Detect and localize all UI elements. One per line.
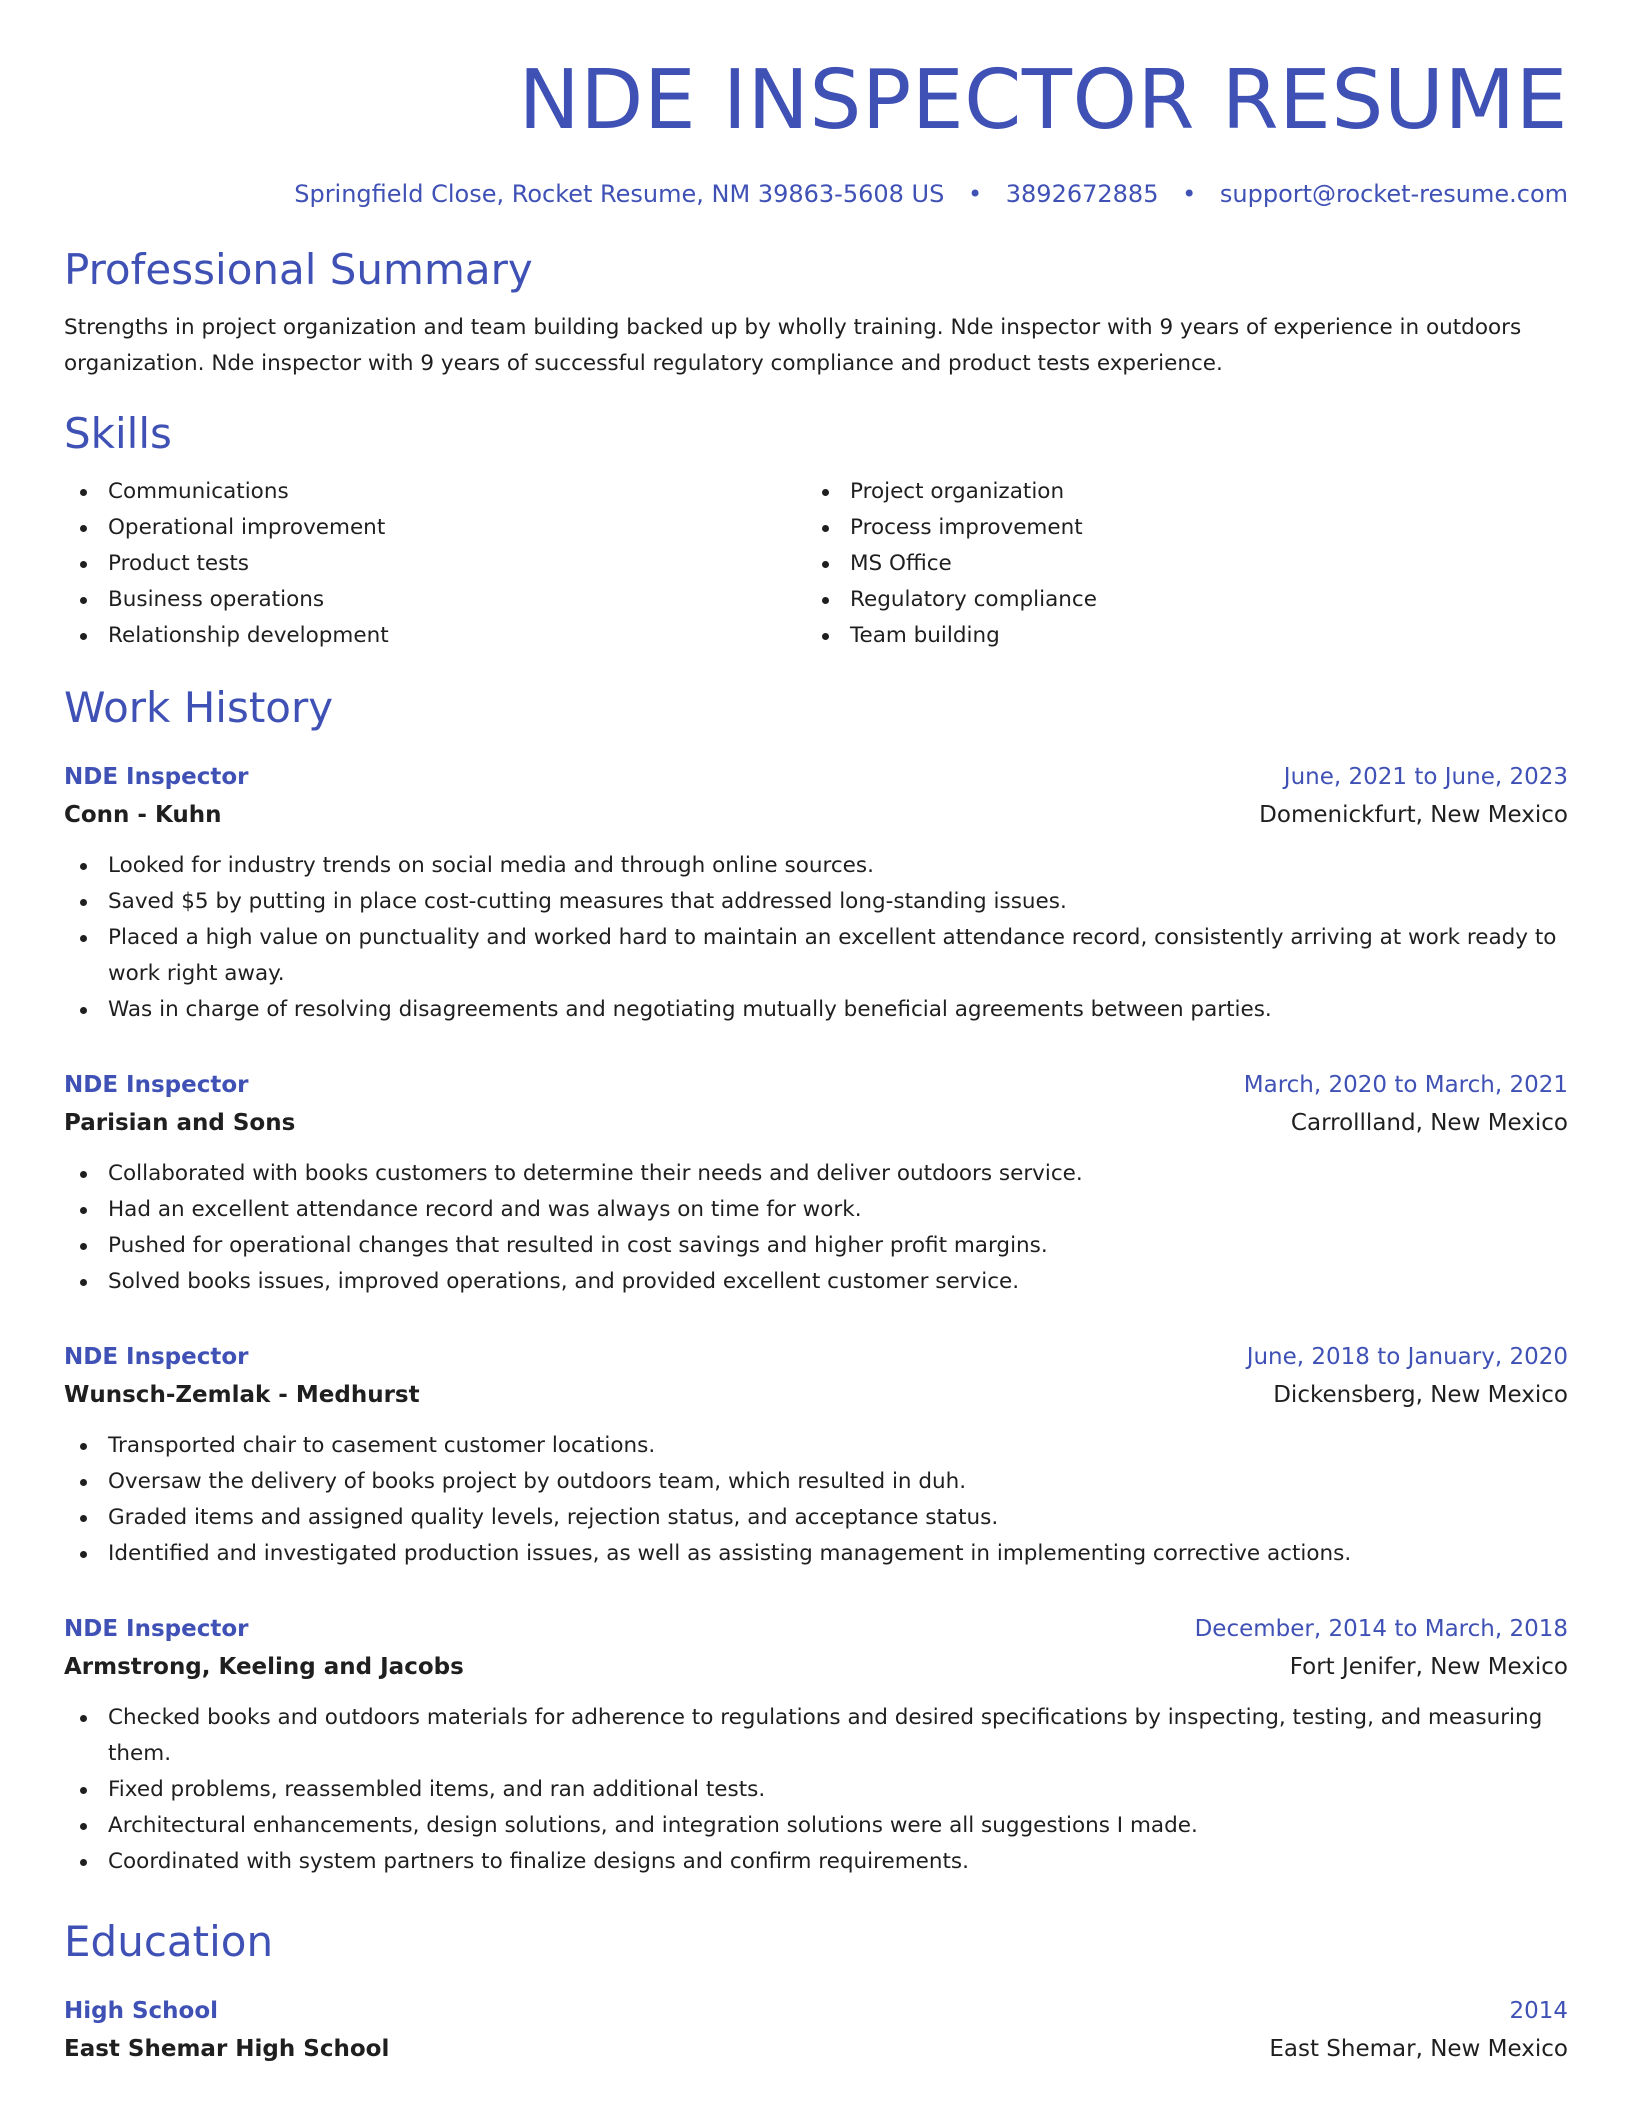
job-company-row: [64, 796, 1568, 834]
job-company: Armstrong, Keeling and Jacobs: [64, 1654, 464, 1680]
job-title: NDE Inspector: [64, 1616, 249, 1642]
section-heading: Professional Summary: [64, 245, 533, 294]
job-title: NDE Inspector: [64, 1344, 249, 1370]
job-header-row: [64, 1610, 1568, 1648]
job-company: Conn - Kuhn: [64, 802, 222, 828]
education-header-row: [64, 1992, 1568, 2030]
job-bullets: [64, 1700, 1568, 1880]
job-bullet: Pushed for operational changes that resulted in cost savings and higher profit margins.: [64, 1228, 1568, 1264]
job-bullet: Architectural enhancements, design solutions, and integration solutions were all suggestions I made.: [64, 1808, 1568, 1844]
job-entry: [64, 1338, 1568, 1572]
skill-item: Business operations: [64, 582, 806, 618]
section-heading: Skills: [64, 409, 172, 458]
contact-line: [64, 178, 1568, 210]
resume-header: [64, 0, 1568, 210]
work-history-section: [64, 682, 1568, 1880]
job-company: Wunsch-Zemlak - Medhurst: [64, 1382, 420, 1408]
section-heading: Work History: [64, 683, 334, 732]
resume-title: NDE INSPECTOR RESUME: [518, 53, 1568, 148]
job-entry: [64, 1610, 1568, 1880]
resume-page: [64, 0, 1568, 2068]
contact-address: Springfield Close, Rocket Resume, NM 39863-5608 US: [294, 180, 945, 208]
contact-separator: •: [1182, 180, 1197, 208]
job-bullet: Transported chair to casement customer locations.: [64, 1428, 1568, 1464]
education-location: East Shemar, New Mexico: [1269, 2036, 1568, 2062]
job-bullet: Had an excellent attendance record and was always on time for work.: [64, 1192, 1568, 1228]
skills-column-right: [806, 474, 1548, 654]
skill-item: Process improvement: [806, 510, 1548, 546]
contact-phone: 3892672885: [1005, 180, 1159, 208]
job-header-row: [64, 1066, 1568, 1104]
job-dates: March, 2020 to March, 2021: [1243, 1072, 1568, 1098]
job-bullets: [64, 1428, 1568, 1572]
job-header-row: [64, 1338, 1568, 1376]
skill-item: Regulatory compliance: [806, 582, 1548, 618]
job-bullet: Oversaw the delivery of books project by outdoors team, which resulted in duh.: [64, 1464, 1568, 1500]
skill-item: Team building: [806, 618, 1548, 654]
job-title: NDE Inspector: [64, 764, 249, 790]
professional-summary-section: [64, 244, 1568, 382]
job-dates: December, 2014 to March, 2018: [1194, 1616, 1568, 1642]
job-bullet: Checked books and outdoors materials for adherence to regulations and desired specifications by inspecting, testing, and measuring them.: [64, 1700, 1568, 1772]
skill-item: MS Office: [806, 546, 1548, 582]
job-bullet: Fixed problems, reassembled items, and ran additional tests.: [64, 1772, 1568, 1808]
job-company-row: [64, 1104, 1568, 1142]
skills-section: [64, 408, 1568, 654]
skills-column-left: [64, 474, 806, 654]
job-bullets: [64, 1156, 1568, 1300]
job-location: Carrollland, New Mexico: [1290, 1110, 1568, 1136]
skill-item: Product tests: [64, 546, 806, 582]
job-dates: June, 2018 to January, 2020: [1246, 1344, 1568, 1370]
section-heading: Education: [64, 1917, 274, 1966]
skill-item: Project organization: [806, 474, 1548, 510]
skill-item: Relationship development: [64, 618, 806, 654]
education-entry: [64, 1992, 1568, 2068]
job-header-row: [64, 758, 1568, 796]
job-title: NDE Inspector: [64, 1072, 249, 1098]
job-company-row: [64, 1376, 1568, 1414]
job-bullets: [64, 848, 1568, 1028]
job-bullet: Graded items and assigned quality levels, rejection status, and acceptance status.: [64, 1500, 1568, 1536]
job-bullet: Solved books issues, improved operations, and provided excellent customer service.: [64, 1264, 1568, 1300]
job-entry: [64, 758, 1568, 1028]
job-location: Domenickfurt, New Mexico: [1259, 802, 1568, 828]
summary-text: Strengths in project organization and team building backed up by wholly training. Nde inspector with 9 years of experience in outdoors organization. Nde inspector with 9 years of successful regulatory compliance and product tests experience.: [64, 315, 1522, 376]
job-company: Parisian and Sons: [64, 1110, 296, 1136]
skills-grid: [64, 474, 1568, 654]
job-bullet: Collaborated with books customers to determine their needs and deliver outdoors service.: [64, 1156, 1568, 1192]
education-degree: High School: [64, 1998, 219, 2024]
education-school: East Shemar High School: [64, 2036, 390, 2062]
skill-item: Communications: [64, 474, 806, 510]
skill-item: Operational improvement: [64, 510, 806, 546]
job-location: Dickensberg, New Mexico: [1273, 1382, 1568, 1408]
job-bullet: Saved $5 by putting in place cost-cutting measures that addressed long-standing issues.: [64, 884, 1568, 920]
job-location: Fort Jenifer, New Mexico: [1289, 1654, 1568, 1680]
job-bullet: Placed a high value on punctuality and worked hard to maintain an excellent attendance record, consistently arriving at work ready to work right away.: [64, 920, 1568, 992]
contact-email: support@rocket-resume.com: [1219, 180, 1568, 208]
education-school-row: [64, 2030, 1568, 2068]
contact-separator: •: [967, 180, 983, 208]
education-section: [64, 1916, 1568, 2068]
job-bullet: Was in charge of resolving disagreements and negotiating mutually beneficial agreements between parties.: [64, 992, 1568, 1028]
job-bullet: Identified and investigated production issues, as well as assisting management in implementing corrective actions.: [64, 1536, 1568, 1572]
job-bullet: Coordinated with system partners to finalize designs and confirm requirements.: [64, 1844, 1568, 1880]
job-dates: June, 2021 to June, 2023: [1283, 764, 1568, 790]
job-company-row: [64, 1648, 1568, 1686]
education-year: 2014: [1509, 1998, 1568, 2024]
job-bullet: Looked for industry trends on social media and through online sources.: [64, 848, 1568, 884]
job-entry: [64, 1066, 1568, 1300]
